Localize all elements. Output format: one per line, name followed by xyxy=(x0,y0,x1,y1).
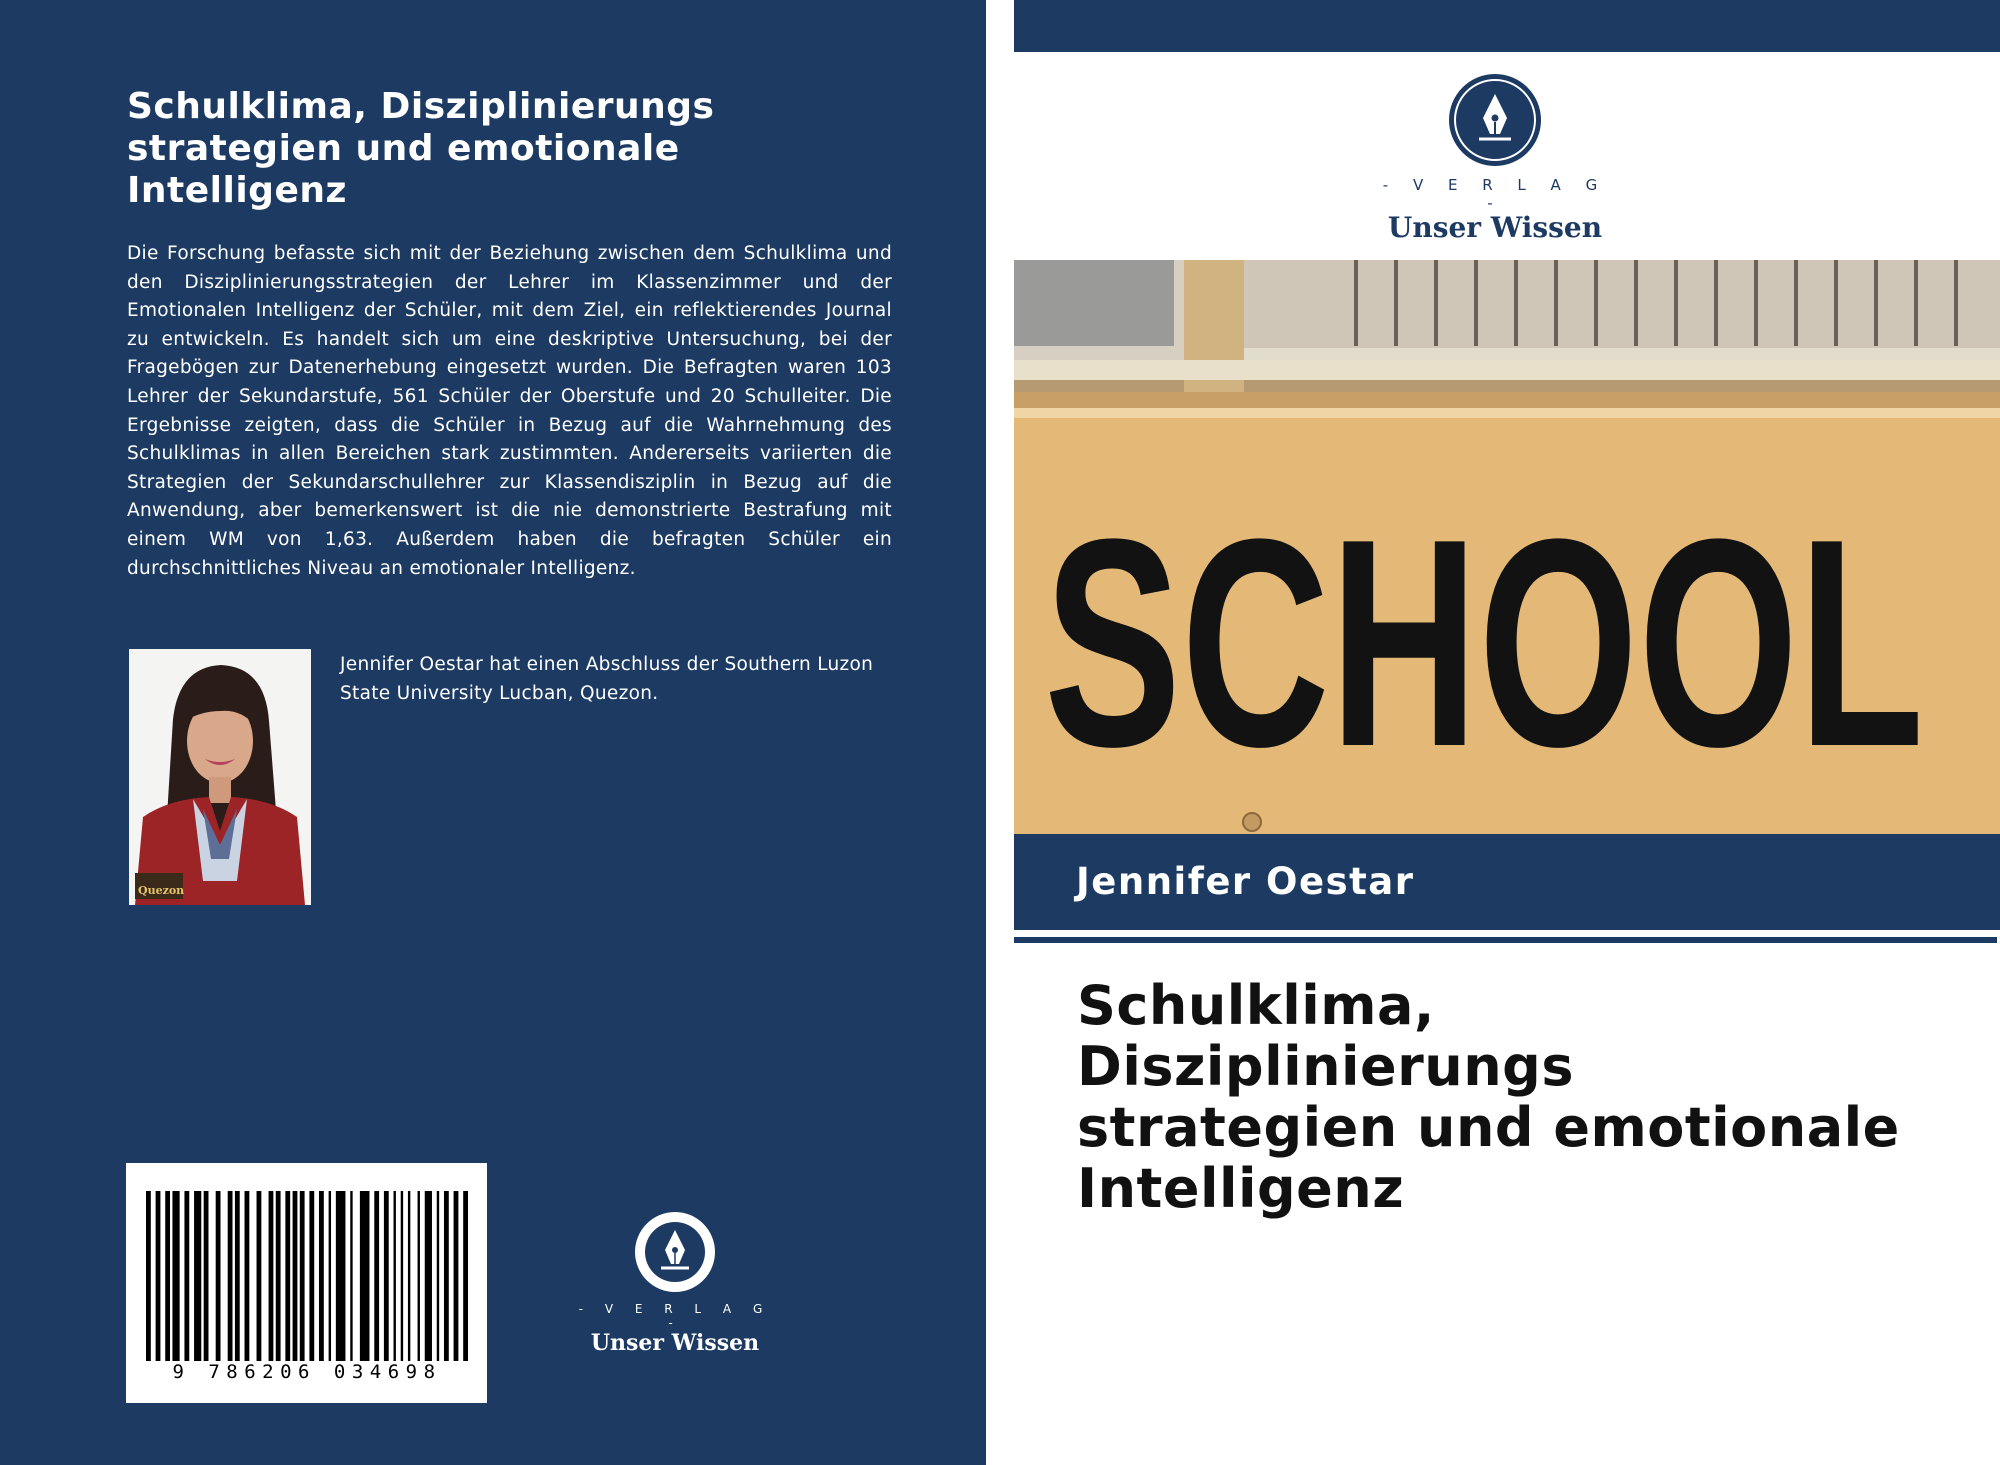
barcode-bar xyxy=(146,1191,151,1361)
back-cover-blurb: Die Forschung befasste sich mit der Beziehung zwischen dem Schulklima und den Disziplinierungsstrategien der Lehrer im Klassenzimmer und der Emotionalen Intelligenz der Schüler, mit dem Ziel, ein reflektierendes Journal zu entwickeln. Es handelt sich um eine deskriptive Untersuchung, bei der Fragebögen zur Datenerhebung eingesetzt wurden. Die Befragten waren 103 Lehrer der Sekundarstufe, 561 Schüler der Oberstufe und 20 Schulleiter. Die Ergebnisse zeigten, dass die Schüler in Bezug auf die Wahrnehmung des Schulklimas in allen Bereichen stark zustimmten. Andererseits variierten die Strategien der Sekundarschullehrer zur Klassendisziplin in Bezug auf die Anwendung, aber bemerkenswert ist die nie demonstrierte Bestrafung mit einem WM von 1,63. Außerdem haben die befragten Schüler ein durchschnittliches Niveau an emotionaler Intelligenz. xyxy=(127,243,892,579)
barcode-bar xyxy=(374,1191,379,1361)
barcode-bar xyxy=(245,1191,250,1361)
back-cover xyxy=(0,0,986,1465)
front-divider-rule xyxy=(1014,937,1997,943)
title-line: Intelligenz xyxy=(1077,1157,1405,1220)
verlag-label: - V E R L A G - xyxy=(578,1302,772,1330)
barcode-bar xyxy=(293,1191,298,1361)
barcode-bar xyxy=(156,1191,161,1361)
barcode-bar xyxy=(216,1191,221,1361)
barcode-bar xyxy=(184,1191,189,1361)
front-top-band xyxy=(1014,0,2000,52)
barcode-bar xyxy=(444,1191,449,1361)
back-cover-title: Schulklima, Disziplinierungs strategien und emotionale Intelligenz xyxy=(127,86,715,211)
school-sign-illustration xyxy=(1014,260,2000,834)
barcode-bar xyxy=(454,1191,459,1361)
publisher-logo-back xyxy=(575,1210,775,1356)
title-line: Disziplinierungs xyxy=(1077,1035,1574,1098)
barcode-bar xyxy=(418,1191,420,1361)
title-line: Schulklima, xyxy=(1077,974,1435,1037)
author-photo xyxy=(129,649,311,905)
publisher-logo-front xyxy=(1370,72,1620,244)
barcode-bar xyxy=(257,1191,262,1361)
barcode-bars xyxy=(146,1191,468,1361)
barcode-bar xyxy=(194,1191,201,1361)
barcode-bar xyxy=(285,1191,290,1361)
barcode-bar xyxy=(329,1191,331,1361)
barcode-bar xyxy=(319,1191,324,1361)
front-cover-title xyxy=(1077,975,1977,1219)
barcode-bar xyxy=(401,1191,403,1361)
barcode-bar xyxy=(336,1191,346,1361)
barcode-bar xyxy=(463,1191,468,1361)
barcode-bar xyxy=(360,1191,370,1361)
publisher-name: Unser Wissen xyxy=(1387,211,1603,244)
photo-studio-stamp: Quezon xyxy=(138,884,185,897)
author-portrait-illustration xyxy=(129,649,311,905)
barcode-bar xyxy=(394,1191,396,1361)
spine xyxy=(986,0,1014,1465)
front-author-name: Jennifer Oestar xyxy=(1076,860,1415,903)
school-lettering: SCHOOL xyxy=(1044,477,1924,808)
barcode-bar xyxy=(165,1191,170,1361)
barcode-bar xyxy=(408,1191,410,1361)
barcode-bar xyxy=(425,1191,432,1361)
barcode-bar xyxy=(172,1191,179,1361)
publisher-name: Unser Wissen xyxy=(590,1330,760,1356)
isbn-number: 9 786206 034698 xyxy=(172,1361,442,1383)
title-line: strategien und emotionale xyxy=(1077,1096,1900,1159)
barcode-bar xyxy=(276,1191,281,1361)
barcode-bar xyxy=(300,1191,305,1361)
barcode-bar xyxy=(350,1191,352,1361)
barcode-bar xyxy=(228,1191,233,1361)
front-author-band xyxy=(1014,834,2000,930)
barcode-bar xyxy=(384,1191,389,1361)
barcode-bar xyxy=(437,1191,439,1361)
cover-photo-school-bus xyxy=(1014,260,2000,834)
barcode-bar xyxy=(269,1191,274,1361)
pen-nib-seal-icon xyxy=(633,1210,717,1294)
author-bio: Jennifer Oestar hat einen Abschluss der Southern Luzon State University Lucban, Quezon. xyxy=(340,654,874,704)
barcode-bar xyxy=(204,1191,209,1361)
barcode-bar xyxy=(235,1191,240,1361)
isbn-barcode xyxy=(126,1163,487,1403)
pen-nib-seal-icon xyxy=(1447,72,1543,168)
verlag-label: - V E R L A G - xyxy=(1382,176,1608,212)
barcode-bar xyxy=(309,1191,314,1361)
